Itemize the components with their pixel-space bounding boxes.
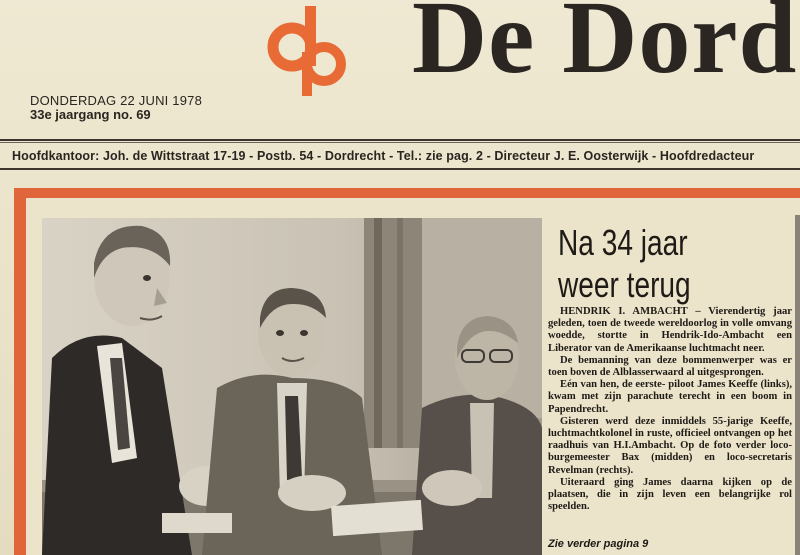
article-paragraph: De bemanning van deze bommenwerper was er toen boven de Alblasserwaard al uitgesprongen. [548, 354, 792, 379]
headline-line-1: Na 34 jaar [558, 222, 688, 263]
article-paragraph: Uiteraard ging James daarna kijken op de plaatsen, die in zijn leven een belangrijke rol speelden. [548, 476, 792, 513]
issue-edition: 33e jaargang no. 69 [30, 107, 151, 122]
address-line: Hoofdkantoor: Joh. de Wittstraat 17-19 - Postb. 54 - Dordrecht - Tel.: zie pag. 2 - Directeur J. E. Oosterwijk - Hoofdredacteur [12, 149, 755, 163]
orange-frame-left [14, 188, 26, 555]
article-paragraph: HENDRIK I. AMBACHT – Vierendertig jaar geleden, toen de tweede wereldoorlog in volle omvang woedde, stortte in Hendrik-Ido-Ambacht een Liberator van de Amerikaanse luchtmacht neer. [548, 306, 792, 354]
column-edge [795, 215, 800, 555]
news-photo [42, 218, 542, 555]
article-paragraph: Gisteren werd deze inmiddels 55-jarige Keeffe, luchtmachtkolonel in ruste, officieel ontvangen op het raadhuis van H.I.Ambacht. Op de foto verder loco-burgemeester Bax (midden) en loco-secretaris Revelman (rechts). [548, 415, 792, 476]
article-body [548, 306, 792, 513]
article-paragraph: Eén van hen, de eerste- piloot James Keeffe (links), kwam met zijn parachute terecht in een boom in Papendrecht. [548, 379, 792, 415]
article-headline [558, 222, 745, 306]
header-rule-bottom [0, 168, 800, 170]
newspaper-masthead: De Dord [412, 0, 798, 95]
header-rule-top-thin [0, 142, 800, 143]
header-rule-top [0, 139, 800, 141]
headline-line-2: weer terug [558, 264, 691, 305]
continued-on-page: Zie verder pagina 9 [548, 538, 649, 550]
orange-frame-top [14, 188, 800, 198]
issue-date: DONDERDAG 22 JUNI 1978 [30, 93, 203, 108]
dp-logo [262, 2, 350, 98]
